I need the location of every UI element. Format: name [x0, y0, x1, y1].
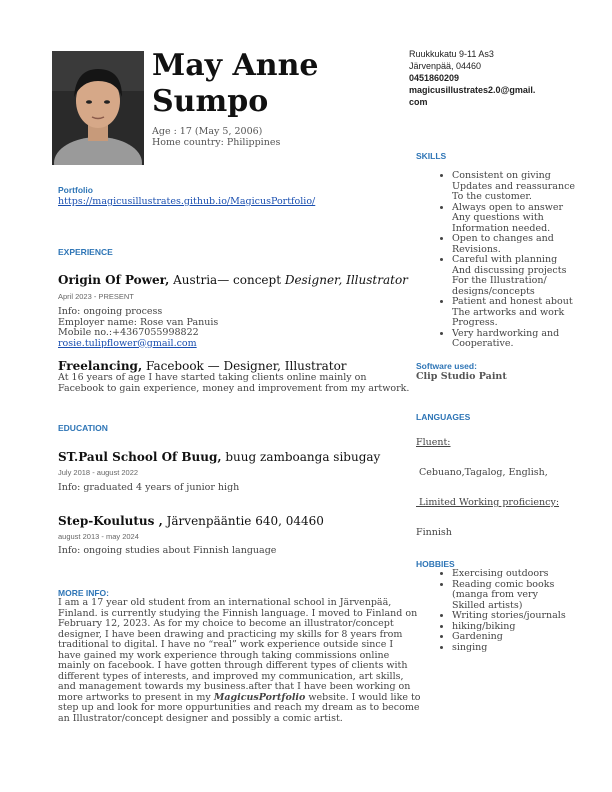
school1-title	[58, 450, 380, 464]
profile-photo	[52, 51, 144, 165]
job1-date: April 2023 - PRESENT	[58, 292, 134, 301]
more-info-line: step up and look for more oppurtunities and reach my dream as to become	[58, 702, 420, 713]
more-info-line: have gained my work experience through taking commissions online	[58, 649, 390, 661]
skills-section	[416, 171, 576, 350]
portfolio-link[interactable]: https://magicusillustrates.github.io/MagicusPortfolio/	[58, 196, 316, 207]
full-name	[152, 48, 382, 120]
hobbies-heading: HOBBIES	[416, 559, 455, 569]
experience-heading: EXPERIENCE	[58, 247, 113, 257]
school2-rest: Järvenpääntie 640, 04460	[162, 514, 324, 528]
school2-date: august 2013 - may 2024	[58, 532, 139, 541]
phone-number: 0451860209	[409, 73, 460, 83]
portfolio-heading: Portfolio	[58, 185, 93, 195]
fluent-label: Fluent:	[416, 437, 451, 448]
job1-info3: Mobile no.:+4367055998822	[58, 327, 199, 338]
skills-list	[416, 171, 576, 350]
more-info-line: and management towards my business.after that I have been working on	[58, 681, 411, 692]
more-info-text	[58, 597, 421, 724]
address-line1: Ruukkukatu 9-11 As3	[409, 49, 494, 59]
job1-info2: Employer name: Rose van Panuis	[58, 316, 219, 328]
skill-item: • Patient and honest about The artworks and work Progress.	[452, 297, 576, 329]
school2-org: Step-Koulutus ,	[58, 514, 163, 528]
limited-label: Limited Working proficiency:	[416, 497, 560, 508]
age-text: Age : 17 (May 5, 2006)	[152, 126, 263, 137]
hobbies-list	[416, 569, 576, 653]
email-line2[interactable]: com	[409, 97, 428, 107]
job2-line1: At 16 years of age I have started taking clients online mainly on	[58, 372, 367, 383]
more-info-heading: MORE INFO:	[58, 588, 109, 598]
skill-item: • Consistent on giving Updates and reassurance To the customer.	[452, 171, 576, 203]
hobbies-section	[416, 569, 576, 653]
software-value: Clip Studio Paint	[416, 371, 507, 382]
job2-rest: Facebook — Designer, Illustrator	[142, 359, 347, 373]
job1-details	[58, 307, 218, 349]
skill-item: • Careful with planning And discussing projects For the Illustration/ designs/concepts	[452, 255, 576, 297]
portrait-image	[52, 51, 144, 165]
job2-line2: Facebook to gain experience, money and improvement from my artwork.	[58, 382, 410, 394]
job1-email-link[interactable]: rosie.tulipflower@gmail.com	[58, 337, 197, 349]
education-heading: EDUCATION	[58, 423, 108, 433]
hobby-item: • Writing stories/journals	[452, 611, 576, 622]
more-info-line: designer, I have been drawing and practicing my skills for 8 years from	[58, 628, 403, 640]
hobby-item: • Reading comic books (manga from very Skilled artists)	[452, 580, 576, 612]
more-info-line: mainly on facebook. I have gotten through different types of clients with	[58, 660, 408, 671]
job1-info1: Info: ongoing process	[58, 306, 163, 317]
job1-role: Designer, Illustrator	[284, 273, 408, 287]
name-first: May Anne	[152, 48, 319, 83]
job1-org: Origin Of Power,	[58, 273, 170, 287]
contact-block	[409, 48, 579, 108]
address-line2: Järvenpää, 04460	[409, 61, 482, 71]
job2-org: Freelancing,	[58, 359, 143, 373]
magicus-portfolio-name: MagicusPortfolio	[213, 691, 306, 703]
more-info-line: an Illustrator/concept designer and possibly a comic artist.	[58, 712, 343, 724]
more-info-line: I am a 17 year old student from an international school in Järvenpää,	[58, 597, 392, 608]
languages-heading: LANGUAGES	[416, 412, 471, 422]
hobby-item: • hiking/biking	[452, 622, 576, 633]
school1-date: July 2018 - august 2022	[58, 468, 139, 477]
hobby-item: • Exercising outdoors	[452, 569, 576, 580]
more-info-line10-end: website. I would like to	[305, 691, 421, 703]
job2-title	[58, 359, 347, 373]
more-info-line10-start: more artworks to present in my	[58, 691, 214, 703]
hobby-item: • Gardening	[452, 632, 576, 643]
school1-org: ST.Paul School Of Buug,	[58, 450, 222, 464]
more-info-line: February 12, 2023. As for my choice to become an illustrator/concept	[58, 618, 394, 629]
home-country-text: Home country: Philippines	[152, 136, 281, 148]
age-info	[152, 127, 280, 148]
school2-title	[58, 514, 324, 528]
school1-info: Info: graduated 4 years of junior high	[58, 482, 240, 493]
job1-rest: Austria— concept	[169, 273, 285, 287]
job1-title	[58, 273, 408, 287]
skill-item: • Open to changes and Revisions.	[452, 234, 576, 255]
skills-heading: SKILLS	[416, 151, 447, 161]
software-heading: Software used:	[416, 361, 477, 371]
hobby-item: • singing	[452, 643, 576, 654]
more-info-line: Finland. is currently studying the Finnish language. I moved to Finland on	[58, 607, 418, 619]
fluent-languages: Cebuano,Tagalog, English,	[416, 467, 548, 478]
job2-description	[58, 373, 409, 394]
school1-rest: buug zamboanga sibugay	[221, 450, 381, 464]
more-info-line: different types of interests, and improved my communication, art skills,	[58, 670, 404, 682]
school2-info: Info: ongoing studies about Finnish language	[58, 545, 277, 556]
email-line1[interactable]: magicusillustrates2.0@gmail.	[409, 85, 536, 95]
skill-item: • Always open to answer Any questions with Information needed.	[452, 203, 576, 235]
name-last: Sumpo	[152, 84, 269, 119]
limited-languages: Finnish	[416, 527, 452, 538]
skill-item: • Very hardworking and Cooperative.	[452, 329, 576, 350]
more-info-line: traditional to digital. I have no “real” work experience outside since I	[58, 639, 394, 650]
